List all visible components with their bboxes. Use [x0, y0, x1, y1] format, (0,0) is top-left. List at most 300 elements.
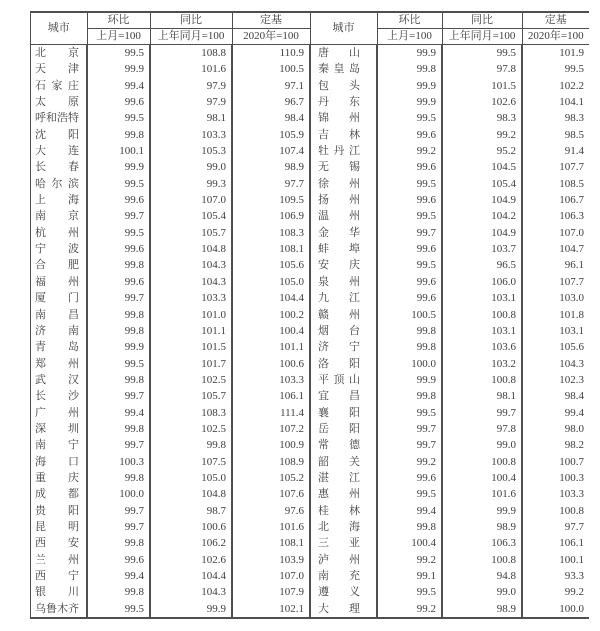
table-row: [31, 61, 590, 77]
index-value-cell: 104.3: [150, 274, 232, 290]
table-row: [31, 159, 590, 175]
index-value-cell: 107.2: [232, 421, 310, 437]
city-name-cell: 郑州: [31, 356, 88, 372]
header-fixedbase-base-left: 2020年=100: [232, 29, 310, 45]
index-value-cell: 104.4: [150, 568, 232, 584]
index-value-cell: 99.5: [442, 45, 522, 62]
city-name-cell: 福州: [31, 274, 88, 290]
index-value-cell: 98.5: [522, 127, 589, 143]
index-value-cell: 99.7: [442, 405, 522, 421]
index-value-cell: 105.4: [150, 208, 232, 224]
table-row: [31, 274, 590, 290]
index-value-cell: 99.5: [377, 405, 442, 421]
index-value-cell: 108.1: [232, 241, 310, 257]
index-value-cell: 105.2: [232, 470, 310, 486]
index-value-cell: 104.2: [442, 208, 522, 224]
index-value-cell: 107.0: [522, 225, 589, 241]
index-value-cell: 101.5: [150, 339, 232, 355]
index-value-cell: 100.8: [522, 503, 589, 519]
index-value-cell: 99.6: [377, 274, 442, 290]
index-value-cell: 99.7: [377, 437, 442, 453]
index-value-cell: 107.4: [232, 143, 310, 159]
index-value-cell: 97.9: [150, 94, 232, 110]
index-value-cell: 104.3: [150, 584, 232, 600]
index-value-cell: 99.8: [87, 307, 150, 323]
table-row: [31, 127, 590, 143]
price-index-table: [30, 11, 589, 619]
index-value-cell: 103.1: [522, 323, 589, 339]
city-name-cell: 安庆: [310, 257, 377, 273]
index-value-cell: 100.9: [232, 437, 310, 453]
index-value-cell: 99.5: [377, 208, 442, 224]
index-value-cell: 98.2: [522, 437, 589, 453]
index-value-cell: 97.7: [522, 519, 589, 535]
index-value-cell: 102.5: [150, 372, 232, 388]
header-mom-right: 环比: [377, 12, 442, 29]
city-name-cell: 南充: [310, 568, 377, 584]
index-value-cell: 99.7: [87, 519, 150, 535]
index-value-cell: 104.3: [150, 257, 232, 273]
table-row: [31, 486, 590, 502]
index-value-cell: 97.9: [150, 78, 232, 94]
index-value-cell: 99.3: [150, 176, 232, 192]
index-value-cell: 99.8: [377, 323, 442, 339]
index-value-cell: 100.5: [377, 307, 442, 323]
index-value-cell: 99.8: [87, 470, 150, 486]
city-name-cell: 桂林: [310, 503, 377, 519]
index-value-cell: 102.6: [442, 94, 522, 110]
index-value-cell: 99.9: [150, 601, 232, 618]
city-name-cell: 湛江: [310, 470, 377, 486]
table-row: [31, 584, 590, 600]
index-value-cell: 99.5: [377, 176, 442, 192]
city-name-cell: 乌鲁木齐: [31, 601, 88, 618]
city-name-cell: 赣州: [310, 307, 377, 323]
city-name-cell: 遵义: [310, 584, 377, 600]
index-value-cell: 99.9: [87, 339, 150, 355]
index-value-cell: 98.7: [150, 503, 232, 519]
index-value-cell: 99.2: [377, 601, 442, 618]
city-name-cell: 徐州: [310, 176, 377, 192]
index-value-cell: 106.2: [150, 535, 232, 551]
index-value-cell: 101.1: [232, 339, 310, 355]
index-value-cell: 97.6: [232, 503, 310, 519]
index-value-cell: 102.2: [522, 78, 589, 94]
city-name-cell: 上海: [31, 192, 88, 208]
index-value-cell: 104.3: [522, 356, 589, 372]
index-value-cell: 98.1: [442, 388, 522, 404]
index-value-cell: 104.9: [442, 192, 522, 208]
city-name-cell: 九江: [310, 290, 377, 306]
city-name-cell: 海口: [31, 454, 88, 470]
index-value-cell: 99.8: [87, 421, 150, 437]
index-value-cell: 98.9: [442, 601, 522, 618]
city-name-cell: 金华: [310, 225, 377, 241]
index-value-cell: 100.5: [232, 61, 310, 77]
index-value-cell: 111.4: [232, 405, 310, 421]
index-value-cell: 99.4: [87, 405, 150, 421]
index-value-cell: 99.6: [377, 192, 442, 208]
index-value-cell: 91.4: [522, 143, 589, 159]
table-row: [31, 257, 590, 273]
index-value-cell: 100.3: [87, 454, 150, 470]
index-value-cell: 104.1: [522, 94, 589, 110]
index-value-cell: 108.8: [150, 45, 232, 62]
index-value-cell: 99.6: [87, 552, 150, 568]
city-name-cell: 长沙: [31, 388, 88, 404]
table-row: [31, 552, 590, 568]
table-row: [31, 437, 590, 453]
index-value-cell: 99.6: [87, 192, 150, 208]
table-body: [31, 45, 590, 619]
index-value-cell: 100.3: [522, 470, 589, 486]
index-value-cell: 98.9: [442, 519, 522, 535]
city-name-cell: 石家庄: [31, 78, 88, 94]
table-row: [31, 421, 590, 437]
table-row: [31, 535, 590, 551]
index-value-cell: 104.5: [442, 159, 522, 175]
index-value-cell: 101.0: [150, 307, 232, 323]
index-value-cell: 103.3: [522, 486, 589, 502]
index-value-cell: 108.3: [232, 225, 310, 241]
index-value-cell: 99.8: [377, 519, 442, 535]
index-value-cell: 99.0: [442, 584, 522, 600]
city-name-cell: 西宁: [31, 568, 88, 584]
index-value-cell: 99.6: [377, 241, 442, 257]
index-value-cell: 100.8: [442, 307, 522, 323]
index-value-cell: 99.5: [87, 176, 150, 192]
table-row: [31, 176, 590, 192]
table-row: [31, 519, 590, 535]
index-value-cell: 107.6: [232, 486, 310, 502]
index-value-cell: 99.9: [442, 503, 522, 519]
index-value-cell: 100.1: [87, 143, 150, 159]
city-name-cell: 牡丹江: [310, 143, 377, 159]
table-row: [31, 339, 590, 355]
index-value-cell: 101.6: [232, 519, 310, 535]
index-value-cell: 106.7: [522, 192, 589, 208]
index-value-cell: 102.6: [150, 552, 232, 568]
index-value-cell: 99.5: [87, 45, 150, 62]
index-value-cell: 106.1: [522, 535, 589, 551]
index-value-cell: 98.4: [232, 110, 310, 126]
index-value-cell: 99.7: [87, 437, 150, 453]
city-name-cell: 大理: [310, 601, 377, 618]
index-value-cell: 110.9: [232, 45, 310, 62]
index-value-cell: 99.8: [87, 323, 150, 339]
index-value-cell: 99.7: [87, 388, 150, 404]
index-value-cell: 104.7: [522, 241, 589, 257]
city-name-cell: 扬州: [310, 192, 377, 208]
index-value-cell: 100.4: [377, 535, 442, 551]
table-row: [31, 241, 590, 257]
table-row: [31, 405, 590, 421]
index-value-cell: 99.8: [150, 437, 232, 453]
index-value-cell: 108.5: [522, 176, 589, 192]
table-row: [31, 45, 590, 62]
index-value-cell: 103.3: [232, 372, 310, 388]
index-value-cell: 100.4: [442, 470, 522, 486]
city-name-cell: 平顶山: [310, 372, 377, 388]
index-value-cell: 100.8: [442, 372, 522, 388]
index-value-cell: 104.8: [150, 486, 232, 502]
index-value-cell: 99.5: [522, 61, 589, 77]
index-value-cell: 100.7: [522, 454, 589, 470]
index-value-cell: 99.6: [377, 470, 442, 486]
index-value-cell: 99.1: [377, 568, 442, 584]
index-value-cell: 101.7: [150, 356, 232, 372]
table-row: [31, 208, 590, 224]
index-value-cell: 99.7: [87, 208, 150, 224]
index-value-cell: 103.1: [442, 323, 522, 339]
city-name-cell: 银川: [31, 584, 88, 600]
index-value-cell: 105.6: [522, 339, 589, 355]
index-value-cell: 98.1: [150, 110, 232, 126]
index-value-cell: 100.6: [232, 356, 310, 372]
index-value-cell: 99.9: [377, 94, 442, 110]
city-name-cell: 包头: [310, 78, 377, 94]
index-value-cell: 99.6: [377, 159, 442, 175]
index-value-cell: 99.7: [377, 421, 442, 437]
index-value-cell: 99.0: [150, 159, 232, 175]
table-row: [31, 192, 590, 208]
index-value-cell: 100.0: [87, 486, 150, 502]
index-value-cell: 102.5: [150, 421, 232, 437]
index-value-cell: 106.9: [232, 208, 310, 224]
index-value-cell: 101.9: [522, 45, 589, 62]
index-value-cell: 101.8: [522, 307, 589, 323]
index-value-cell: 99.9: [377, 45, 442, 62]
header-fixedbase-base-right: 2020年=100: [522, 29, 589, 45]
table-row: [31, 143, 590, 159]
index-value-cell: 99.5: [377, 584, 442, 600]
index-value-cell: 101.5: [442, 78, 522, 94]
index-value-cell: 99.5: [377, 110, 442, 126]
index-value-cell: 100.8: [442, 552, 522, 568]
index-value-cell: 99.9: [87, 159, 150, 175]
index-value-cell: 99.2: [377, 552, 442, 568]
table-row: [31, 323, 590, 339]
city-name-cell: 宜昌: [310, 388, 377, 404]
index-value-cell: 99.8: [377, 388, 442, 404]
index-value-cell: 96.5: [442, 257, 522, 273]
city-name-cell: 秦皇岛: [310, 61, 377, 77]
city-name-cell: 锦州: [310, 110, 377, 126]
index-value-cell: 100.1: [522, 552, 589, 568]
index-value-cell: 106.3: [522, 208, 589, 224]
table-row: [31, 94, 590, 110]
index-value-cell: 106.0: [442, 274, 522, 290]
index-value-cell: 103.7: [442, 241, 522, 257]
city-name-cell: 北京: [31, 45, 88, 62]
index-value-cell: 97.1: [232, 78, 310, 94]
city-name-cell: 哈尔滨: [31, 176, 88, 192]
table-row: [31, 454, 590, 470]
table-row: [31, 110, 590, 126]
index-value-cell: 99.4: [87, 568, 150, 584]
index-value-cell: 103.6: [442, 339, 522, 355]
index-value-cell: 99.4: [377, 503, 442, 519]
table-row: [31, 372, 590, 388]
city-name-cell: 三亚: [310, 535, 377, 551]
index-value-cell: 103.1: [442, 290, 522, 306]
index-value-cell: 99.2: [377, 454, 442, 470]
city-name-cell: 南京: [31, 208, 88, 224]
table-row: [31, 225, 590, 241]
city-name-cell: 重庆: [31, 470, 88, 486]
header-row-top: [31, 12, 590, 29]
index-value-cell: 100.0: [522, 601, 589, 618]
city-name-cell: 常德: [310, 437, 377, 453]
index-value-cell: 98.3: [522, 110, 589, 126]
index-value-cell: 98.4: [522, 388, 589, 404]
index-value-cell: 99.5: [87, 225, 150, 241]
table-row: [31, 78, 590, 94]
index-value-cell: 99.2: [442, 127, 522, 143]
index-value-cell: 99.5: [87, 110, 150, 126]
city-name-cell: 南昌: [31, 307, 88, 323]
index-value-cell: 99.5: [87, 356, 150, 372]
city-name-cell: 西安: [31, 535, 88, 551]
index-value-cell: 104.9: [442, 225, 522, 241]
city-name-cell: 温州: [310, 208, 377, 224]
index-value-cell: 103.3: [150, 290, 232, 306]
index-value-cell: 103.9: [232, 552, 310, 568]
city-name-cell: 唐山: [310, 45, 377, 62]
index-value-cell: 99.7: [87, 290, 150, 306]
index-value-cell: 93.3: [522, 568, 589, 584]
index-value-cell: 101.6: [150, 61, 232, 77]
index-value-cell: 99.6: [377, 127, 442, 143]
index-value-cell: 103.2: [442, 356, 522, 372]
index-value-cell: 94.8: [442, 568, 522, 584]
city-name-cell: 丹东: [310, 94, 377, 110]
index-value-cell: 99.5: [87, 601, 150, 618]
index-value-cell: 99.7: [87, 503, 150, 519]
city-name-cell: 贵阳: [31, 503, 88, 519]
table-row: [31, 470, 590, 486]
index-value-cell: 100.6: [150, 519, 232, 535]
city-name-cell: 济宁: [310, 339, 377, 355]
index-value-cell: 105.4: [442, 176, 522, 192]
index-value-cell: 99.8: [87, 584, 150, 600]
index-value-cell: 102.1: [232, 601, 310, 618]
index-value-cell: 99.4: [522, 405, 589, 421]
index-value-cell: 98.9: [232, 159, 310, 175]
city-name-cell: 长春: [31, 159, 88, 175]
index-value-cell: 100.2: [232, 307, 310, 323]
city-name-cell: 厦门: [31, 290, 88, 306]
city-name-cell: 泸州: [310, 552, 377, 568]
index-value-cell: 99.6: [87, 94, 150, 110]
index-value-cell: 109.5: [232, 192, 310, 208]
index-value-cell: 96.1: [522, 257, 589, 273]
index-value-cell: 99.6: [87, 241, 150, 257]
index-value-cell: 101.1: [150, 323, 232, 339]
index-value-cell: 99.8: [377, 61, 442, 77]
index-value-cell: 99.9: [377, 78, 442, 94]
index-value-cell: 99.5: [377, 257, 442, 273]
header-yoy-base-right: 上年同月=100: [442, 29, 522, 45]
header-yoy-right: 同比: [442, 12, 522, 29]
city-name-cell: 合肥: [31, 257, 88, 273]
index-value-cell: 106.1: [232, 388, 310, 404]
index-value-cell: 105.3: [150, 143, 232, 159]
index-value-cell: 105.0: [232, 274, 310, 290]
index-value-cell: 103.3: [150, 127, 232, 143]
city-name-cell: 济南: [31, 323, 88, 339]
city-name-cell: 沈阳: [31, 127, 88, 143]
city-name-cell: 青岛: [31, 339, 88, 355]
city-name-cell: 杭州: [31, 225, 88, 241]
table-row: [31, 568, 590, 584]
index-value-cell: 99.7: [377, 225, 442, 241]
index-value-cell: 102.3: [522, 372, 589, 388]
table-row: [31, 356, 590, 372]
city-name-cell: 武汉: [31, 372, 88, 388]
header-fixedbase-right: 定基: [522, 12, 589, 29]
index-value-cell: 107.9: [232, 584, 310, 600]
city-name-cell: 广州: [31, 405, 88, 421]
index-value-cell: 105.9: [232, 127, 310, 143]
header-fixedbase-left: 定基: [232, 12, 310, 29]
index-value-cell: 97.7: [232, 176, 310, 192]
table-row: [31, 601, 590, 618]
index-value-cell: 105.0: [150, 470, 232, 486]
index-value-cell: 97.8: [442, 421, 522, 437]
index-value-cell: 98.0: [522, 421, 589, 437]
index-value-cell: 96.7: [232, 94, 310, 110]
city-name-cell: 呼和浩特: [31, 110, 88, 126]
index-value-cell: 99.6: [377, 290, 442, 306]
city-name-cell: 天津: [31, 61, 88, 77]
index-value-cell: 107.0: [150, 192, 232, 208]
city-name-cell: 宁波: [31, 241, 88, 257]
index-value-cell: 104.8: [150, 241, 232, 257]
index-value-cell: 98.3: [442, 110, 522, 126]
index-value-cell: 99.2: [377, 143, 442, 159]
header-city-right: 城市: [310, 12, 377, 45]
city-name-cell: 襄阳: [310, 405, 377, 421]
table-row: [31, 307, 590, 323]
city-name-cell: 韶关: [310, 454, 377, 470]
index-value-cell: 99.2: [522, 584, 589, 600]
index-value-cell: 99.4: [87, 78, 150, 94]
index-value-cell: 107.0: [232, 568, 310, 584]
index-value-cell: 105.6: [232, 257, 310, 273]
index-value-cell: 99.8: [87, 372, 150, 388]
index-value-cell: 99.8: [87, 257, 150, 273]
city-name-cell: 岳阳: [310, 421, 377, 437]
index-value-cell: 99.0: [442, 437, 522, 453]
index-value-cell: 106.3: [442, 535, 522, 551]
city-name-cell: 洛阳: [310, 356, 377, 372]
city-name-cell: 南宁: [31, 437, 88, 453]
city-name-cell: 深圳: [31, 421, 88, 437]
index-value-cell: 105.7: [150, 225, 232, 241]
index-value-cell: 100.4: [232, 323, 310, 339]
city-name-cell: 太原: [31, 94, 88, 110]
index-value-cell: 108.1: [232, 535, 310, 551]
index-value-cell: 95.2: [442, 143, 522, 159]
index-value-cell: 99.5: [377, 486, 442, 502]
table-row: [31, 503, 590, 519]
index-value-cell: 99.9: [87, 61, 150, 77]
index-value-cell: 97.8: [442, 61, 522, 77]
city-name-cell: 泉州: [310, 274, 377, 290]
city-name-cell: 吉林: [310, 127, 377, 143]
city-name-cell: 烟台: [310, 323, 377, 339]
